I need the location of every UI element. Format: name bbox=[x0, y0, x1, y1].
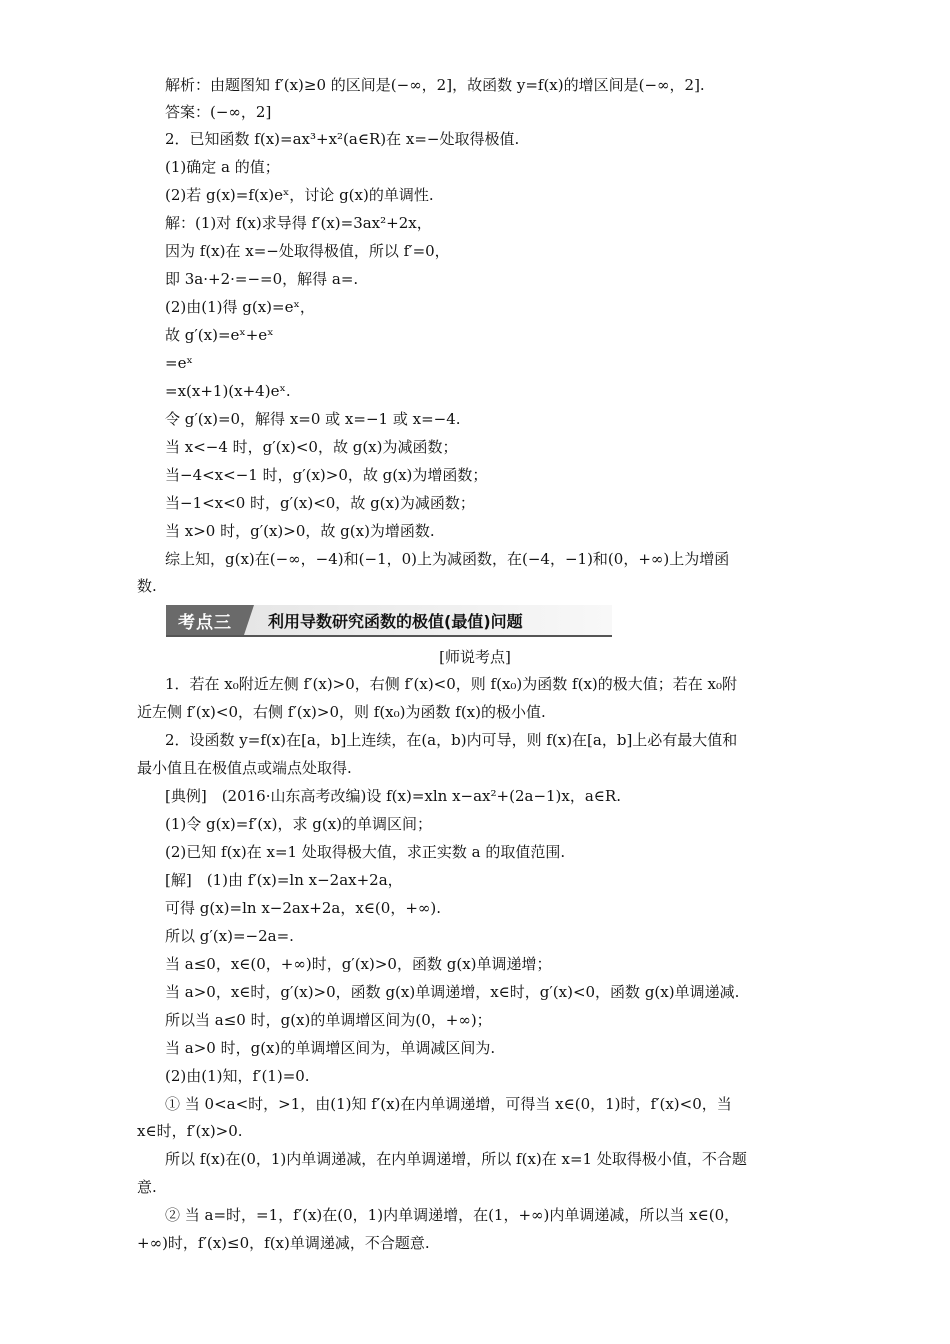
text-line: 故 g′(x)=eˣ+eˣ bbox=[165, 326, 274, 344]
text-line: =x(x+1)(x+4)eˣ. bbox=[165, 382, 291, 400]
text-line: 综上知，g(x)在(−∞，−4)和(−1，0)上为减函数，在(−4，−1)和(0，+∞)上为增函 bbox=[165, 550, 730, 568]
text-line: 最小值且在极值点或端点处取得. bbox=[137, 759, 352, 777]
text-line: ② 当 a=时，=1，f′(x)在(0，1)内单调递增，在(1，+∞)内单调递减，所以当 x∈(0， bbox=[165, 1206, 740, 1224]
text-line: 所以当 a≤0 时，g(x)的单调增区间为(0，+∞)； bbox=[165, 1011, 492, 1029]
text-line: 所以 g′(x)=−2a=. bbox=[165, 927, 294, 945]
text-line: 当−4<x<−1 时，g′(x)>0，故 g(x)为增函数； bbox=[165, 466, 488, 484]
text-line: 1．若在 x₀附近左侧 f′(x)>0，右侧 f′(x)<0，则 f(x₀)为函数 f(x)的极大值；若在 x₀附 bbox=[165, 675, 738, 693]
text-line: 数. bbox=[137, 577, 157, 595]
text-line: (2)由(1)得 g(x)=eˣ， bbox=[165, 298, 315, 316]
text-line: (2)若 g(x)=f(x)eˣ，讨论 g(x)的单调性. bbox=[165, 186, 434, 204]
text-line: 解：(1)对 f(x)求导得 f′(x)=3ax²+2x， bbox=[165, 214, 432, 232]
section-badge: 考点三 bbox=[166, 605, 244, 635]
text-line: 意. bbox=[137, 1178, 157, 1196]
text-line: 当−1<x<0 时，g′(x)<0，故 g(x)为减函数； bbox=[165, 494, 475, 512]
text-line: 当 a≤0，x∈(0，+∞)时，g′(x)>0，函数 g(x)单调递增； bbox=[165, 955, 552, 973]
text-line: (2)已知 f(x)在 x=1 处取得极大值，求正实数 a 的取值范围. bbox=[165, 843, 566, 861]
text-line: 答案：(−∞，2] bbox=[165, 103, 272, 121]
text-line: 当 a>0，x∈时，g′(x)>0，函数 g(x)单调递增，x∈时，g′(x)<0，函数 g(x)单调递减. bbox=[165, 983, 740, 1001]
text-line: (1)令 g(x)=f′(x)，求 g(x)的单调区间； bbox=[165, 815, 433, 833]
text-line: [解] (1)由 f′(x)=ln x−2ax+2a， bbox=[165, 871, 403, 889]
text-line: 解析：由题图知 f′(x)≥0 的区间是(−∞，2]，故函数 y=f(x)的增区间是(−∞，2]. bbox=[165, 76, 705, 94]
text-line: (2)由(1)知，f′(1)=0. bbox=[165, 1067, 310, 1085]
text-line: ① 当 0<a<时，>1，由(1)知 f′(x)在内单调递增，可得当 x∈(0，1)时，f′(x)<0，当 bbox=[165, 1095, 732, 1113]
text-line: 即 3a·+2·=−=0，解得 a=. bbox=[165, 270, 359, 288]
text-line: 当 x>0 时，g′(x)>0，故 g(x)为增函数. bbox=[165, 522, 435, 540]
text-line: 近左侧 f′(x)<0，右侧 f′(x)>0，则 f(x₀)为函数 f(x)的极小值. bbox=[137, 703, 546, 721]
text-line: =eˣ bbox=[165, 354, 193, 372]
section-title: 利用导数研究函数的极值(最值)问题 bbox=[244, 605, 612, 635]
text-line: 当 a>0 时，g(x)的单调增区间为，单调减区间为. bbox=[165, 1039, 496, 1057]
text-line: 2．已知函数 f(x)=ax³+x²(a∈R)在 x=−处取得极值. bbox=[165, 130, 520, 148]
text-line: 2．设函数 y=f(x)在[a，b]上连续，在(a，b)内可导，则 f(x)在[a，b]上必有最大值和 bbox=[165, 731, 738, 749]
text-line: 所以 f(x)在(0，1)内单调递减，在内单调递增，所以 f(x)在 x=1 处取得极小值，不合题 bbox=[165, 1150, 747, 1168]
text-line: +∞)时，f′(x)≤0，f(x)单调递减，不合题意. bbox=[137, 1234, 430, 1252]
text-line: 当 x<−4 时，g′(x)<0，故 g(x)为减函数； bbox=[165, 438, 458, 456]
text-line: 因为 f(x)在 x=−处取得极值，所以 f′=0， bbox=[165, 242, 450, 260]
text-line: (1)确定 a 的值； bbox=[165, 158, 280, 176]
text-line: x∈时，f′(x)>0. bbox=[137, 1122, 243, 1140]
text-line: 令 g′(x)=0，解得 x=0 或 x=−1 或 x=−4. bbox=[165, 410, 461, 428]
section-header bbox=[166, 605, 612, 637]
section-subtitle: [师说考点] bbox=[439, 648, 511, 666]
text-line: [典例] (2016·山东高考改编)设 f(x)=xln x−ax²+(2a−1)x，a∈R. bbox=[165, 787, 621, 805]
text-line: 可得 g(x)=ln x−2ax+2a，x∈(0，+∞). bbox=[165, 899, 441, 917]
